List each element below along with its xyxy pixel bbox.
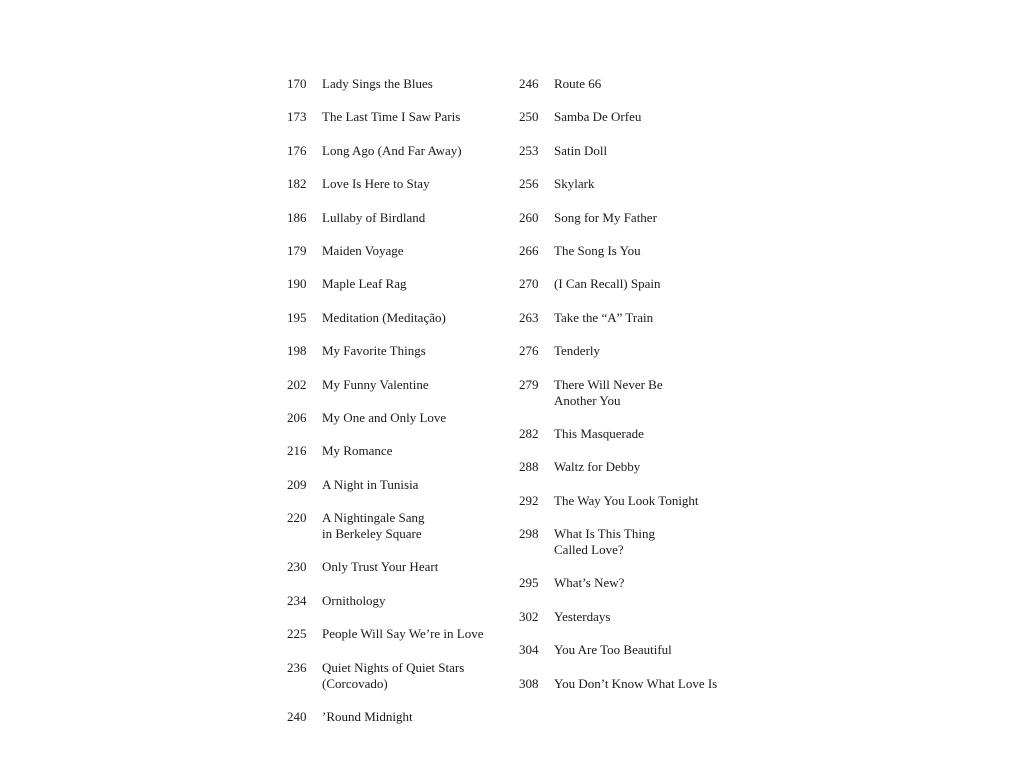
contents-entry (287, 276, 512, 292)
entry-page-number: 263 (519, 309, 539, 325)
entry-song-title: Lullaby of Birdland (322, 209, 426, 225)
contents-entry (287, 660, 512, 692)
entry-song-title: Ornithology (322, 592, 386, 608)
contents-entry (519, 609, 749, 625)
entry-song-title-continued: Another You (554, 392, 621, 408)
entry-song-title: Long Ago (And Far Away) (322, 142, 462, 158)
contents-entry (519, 243, 749, 259)
entry-page-number: 279 (519, 376, 539, 392)
entry-page-number: 295 (519, 575, 539, 591)
contents-entry (519, 526, 749, 558)
contents-entry (287, 559, 512, 575)
entry-song-title: Route 66 (554, 76, 602, 91)
entry-song-title: The Song Is You (554, 242, 641, 258)
entry-page-number: 270 (519, 276, 539, 292)
entry-song-title: The Way You Look Tonight (554, 492, 699, 508)
entry-song-title: The Last Time I Saw Paris (322, 109, 461, 125)
entry-song-title: Yesterdays (554, 608, 611, 624)
contents-entry (519, 310, 749, 326)
entry-page-number: 230 (287, 559, 307, 575)
entry-page-number: 206 (287, 409, 307, 425)
entry-song-title-continued: (Corcovado) (322, 675, 388, 691)
entry-page-number: 266 (519, 242, 539, 258)
entry-song-title: People Will Say We’re in Love (322, 626, 484, 642)
entry-song-title-continued: in Berkeley Square (322, 526, 422, 542)
entry-song-title: Waltz for Debby (554, 459, 641, 475)
entry-page-number: 179 (287, 242, 307, 258)
contents-entry (519, 642, 749, 658)
entry-page-number: 302 (519, 608, 539, 624)
entry-page-number: 170 (287, 76, 307, 91)
contents-entry (287, 410, 512, 426)
entry-song-title: My Romance (322, 443, 393, 459)
contents-entry (519, 276, 749, 292)
entry-song-title: What Is This Thing (554, 526, 655, 542)
entry-song-title: You Don’t Know What Love Is (554, 675, 718, 691)
entry-song-title: Meditation (Meditação) (322, 309, 446, 325)
contents-entry (519, 109, 749, 125)
entry-song-title: (I Can Recall) Spain (554, 276, 661, 292)
contents-entry (287, 377, 512, 393)
entry-page-number: 176 (287, 142, 307, 158)
entry-page-number: 246 (519, 76, 539, 91)
contents-entry (287, 310, 512, 326)
entry-song-title: What’s New? (554, 575, 625, 591)
entry-page-number: 292 (519, 492, 539, 508)
contents-entry (519, 210, 749, 226)
contents-entry (287, 210, 512, 226)
entry-song-title: My Favorite Things (322, 343, 426, 359)
entry-song-title-continued: Called Love? (554, 542, 624, 558)
contents-entry (519, 575, 749, 591)
entry-song-title: My Funny Valentine (322, 376, 429, 392)
entry-page-number: 282 (519, 425, 539, 441)
contents-entry (519, 676, 749, 692)
contents-entry (519, 143, 749, 159)
entry-page-number: 190 (287, 276, 307, 292)
contents-entry (519, 493, 749, 509)
entry-song-title: Love Is Here to Stay (322, 176, 430, 192)
entry-page-number: 220 (287, 510, 307, 526)
entry-page-number: 304 (519, 642, 539, 658)
entry-song-title: Quiet Nights of Quiet Stars (322, 659, 465, 675)
entry-song-title: Only Trust Your Heart (322, 559, 439, 575)
contents-entry (287, 343, 512, 359)
contents-entry (519, 343, 749, 359)
entry-song-title: Maple Leaf Rag (322, 276, 407, 292)
entry-page-number: 209 (287, 476, 307, 492)
entry-song-title: A Nightingale Sang (322, 510, 425, 526)
entry-song-title: Samba De Orfeu (554, 109, 642, 125)
entry-page-number: 276 (519, 343, 539, 359)
contents-entry (519, 459, 749, 475)
contents-column-right (519, 76, 749, 709)
entry-song-title: Lady Sings the Blues (322, 76, 433, 91)
contents-entry (287, 176, 512, 192)
contents-entry (519, 377, 749, 409)
entry-song-title: This Masquerade (554, 425, 644, 441)
entry-page-number: 308 (519, 675, 539, 691)
entry-page-number: 202 (287, 376, 307, 392)
entry-song-title: There Will Never Be (554, 376, 663, 392)
contents-entry (287, 443, 512, 459)
entry-song-title: My One and Only Love (322, 409, 447, 425)
entry-song-title: ’Round Midnight (322, 709, 413, 725)
contents-entry (287, 593, 512, 609)
entry-song-title: A Night in Tunisia (322, 476, 419, 492)
entry-page-number: 198 (287, 343, 307, 359)
entry-page-number: 288 (519, 459, 539, 475)
contents-entry (519, 76, 749, 92)
entry-song-title: Satin Doll (554, 142, 608, 158)
entry-page-number: 173 (287, 109, 307, 125)
entry-page-number: 250 (519, 109, 539, 125)
entry-page-number: 253 (519, 142, 539, 158)
contents-entry (287, 109, 512, 125)
contents-column-left (287, 76, 512, 742)
entry-page-number: 260 (519, 209, 539, 225)
entry-page-number: 240 (287, 709, 307, 725)
entry-song-title: Skylark (554, 176, 595, 192)
entry-page-number: 256 (519, 176, 539, 192)
entry-song-title: Tenderly (554, 343, 601, 359)
contents-entry (519, 176, 749, 192)
contents-entry (287, 243, 512, 259)
entry-page-number: 182 (287, 176, 307, 192)
entry-page-number: 225 (287, 626, 307, 642)
entry-song-title: Song for My Father (554, 209, 657, 225)
contents-entry (287, 477, 512, 493)
entry-page-number: 236 (287, 659, 307, 675)
entry-page-number: 186 (287, 209, 307, 225)
entry-page-number: 298 (519, 526, 539, 542)
contents-entry (287, 76, 512, 92)
entry-page-number: 234 (287, 592, 307, 608)
entry-page-number: 195 (287, 309, 307, 325)
contents-entry (287, 510, 512, 542)
entry-page-number: 216 (287, 443, 307, 459)
entry-song-title: You Are Too Beautiful (554, 642, 672, 658)
contents-entry (519, 426, 749, 442)
contents-entry (287, 143, 512, 159)
contents-entry (287, 626, 512, 642)
entry-song-title: Maiden Voyage (322, 242, 404, 258)
contents-entry (287, 709, 512, 725)
entry-song-title: Take the “A” Train (554, 309, 654, 325)
